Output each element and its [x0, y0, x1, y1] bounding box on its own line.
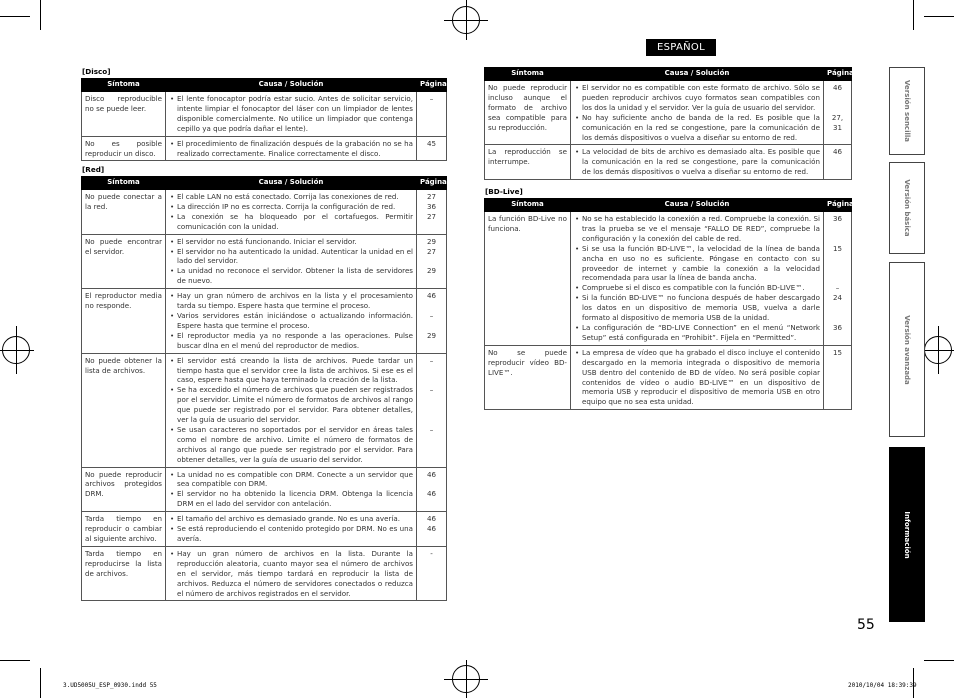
- cause-list: [574, 348, 820, 407]
- page-ref: 15: [832, 347, 843, 357]
- tab-version-avanzada[interactable]: Versión avanzada: [889, 262, 925, 437]
- tab-version-basica[interactable]: Versión básica: [889, 162, 925, 254]
- header-cause: Causa / Solución: [571, 68, 824, 81]
- header-cause: Causa / Solución: [571, 199, 824, 212]
- page-ref: 27, 31: [831, 112, 844, 132]
- symptom-cell: Tarda tiempo en reproducir o cambiar al siguiente archivo.: [82, 512, 166, 547]
- table-row: [82, 234, 447, 289]
- header-symptom: Síntoma: [485, 199, 571, 212]
- symptom-cell: No puede reproducir incluso aunque el formato de archivo sea compatible para su reproducción.: [485, 81, 571, 145]
- table-row: [82, 136, 447, 161]
- cause-item: • El cable LAN no está conectado. Corrija las conexiones de red.: [177, 192, 413, 202]
- cause-list: [169, 94, 413, 134]
- page-cell: [417, 512, 447, 547]
- page-ref: -: [430, 548, 433, 558]
- page-cell: [824, 81, 852, 145]
- page-ref: 46: [426, 469, 437, 479]
- page-ref: 29: [426, 266, 437, 276]
- cause-cell: [166, 190, 417, 235]
- footer-file: 3.UD5005U_ESP_0930.indd 55: [63, 682, 157, 689]
- cause-item: • Se está reproduciendo el contenido protegido por DRM. No es una avería.: [177, 524, 413, 544]
- page-ref: 36: [832, 322, 843, 332]
- cause-item: • Compruebe si el disco es compatible con la función BD-LIVE™.: [582, 283, 820, 293]
- cause-list: [574, 147, 820, 177]
- page-ref: 15: [832, 243, 843, 253]
- cause-cell: [166, 467, 417, 512]
- red-continued-table: [484, 67, 852, 180]
- symptom-cell: No se puede reproducir vídeo BD-LIVE™.: [485, 345, 571, 409]
- cause-item: • La unidad no reconoce el servidor. Obtener la lista de servidores de nuevo.: [177, 266, 413, 286]
- table-row: [82, 190, 447, 235]
- header-page: Página: [417, 79, 447, 92]
- cause-list: [169, 470, 413, 510]
- page-ref: –: [429, 94, 434, 103]
- table-row: [82, 353, 447, 467]
- page-ref: 27: [426, 192, 437, 201]
- page-ref: 46: [832, 83, 843, 92]
- cause-list: [574, 214, 820, 343]
- disco-table: [81, 78, 447, 161]
- cause-cell: [571, 81, 824, 145]
- cause-item: • Se usan caracteres no soportados por el servidor en áreas tales como el nombre de archivo. Limite el número de formatos de archivos al rango que puede ser registrado por el servidor. Para obtener detalles, ver la guía de usuario del servidor.: [177, 425, 413, 465]
- symptom-cell: La función BD-Live no funciona.: [485, 212, 571, 346]
- page-cell: [824, 345, 852, 409]
- cause-item: • El servidor está creando la lista de archivos. Puede tardar un tiempo hasta que el servidor cree la lista de archivos. Si ese es el caso, espere hasta que haya terminado la creación de la lista.: [177, 356, 413, 386]
- page-cell: [417, 92, 447, 137]
- symptom-cell: Tarda tiempo en reproducirse la lista de archivos.: [82, 546, 166, 601]
- cause-list: [169, 139, 413, 159]
- cause-list: [169, 549, 413, 599]
- table-row: [485, 345, 852, 409]
- page-ref: 45: [426, 138, 437, 148]
- header-symptom: Síntoma: [82, 177, 166, 190]
- cause-item: • La empresa de vídeo que ha grabado el disco incluye el contenido descargado en la memoria integrada o dispositivo de memoria USB dentro del contenido de BD de vídeo. No será posible copiar contenidos de vídeo o audio BD-LIVE™ en un dispositivo de memoria USB y reproducir el dispositivo de memoria USB en otro equipo que no sea esta unidad.: [582, 348, 820, 407]
- cause-item: • Si se usa la función BD-LIVE™, la velocidad de la línea de banda ancha en uso no es suficiente. Póngase en contacto con su proveedor de internet y cambie la conexión a la velocidad recomendada para usar la línea de banda ancha.: [582, 244, 820, 284]
- cause-list: [169, 356, 413, 465]
- bdlive-table: [484, 198, 852, 410]
- cause-list: [169, 237, 413, 287]
- cause-item: • La configuración de “BD-LIVE Connection” en el menú “Network Setup” está configurada en “Prohibit”. Fíjela en “Permitted”.: [582, 323, 820, 343]
- cause-cell: [571, 145, 824, 180]
- cause-item: • El servidor no es compatible con este formato de archivo. Sólo se pueden reproducir archivos cuyo formatos sean compatibles con los dos la unidad y el servidor. Ver la guía de usuario del servidor.: [582, 83, 820, 113]
- page-ref: 46: [832, 147, 843, 157]
- page-ref: 36: [426, 201, 437, 211]
- cause-list: [169, 291, 413, 350]
- table-row: [82, 546, 447, 601]
- cause-item: • El reproductor media ya no responde a las operaciones. Pulse buscar dlna en el menú del reproductor de medios.: [177, 331, 413, 351]
- symptom-cell: No puede reproducir archivos protegidos DRM.: [82, 467, 166, 512]
- cause-item: • La unidad no es compatible con DRM. Conecte a un servidor que sea compatible con DRM.: [177, 470, 413, 490]
- cause-item: • La dirección IP no es correcta. Corrija la configuración de red.: [177, 202, 413, 212]
- table-row: [82, 512, 447, 547]
- page-cell: [417, 546, 447, 601]
- cause-cell: [571, 212, 824, 346]
- table-row: [82, 289, 447, 353]
- symptom-cell: El reproductor media no responde.: [82, 289, 166, 353]
- header-page: Página: [824, 68, 852, 81]
- page-ref: 24: [832, 293, 843, 303]
- cause-item: • La conexión se ha bloqueado por el cortafuegos. Permitir comunicación con la unidad.: [177, 212, 413, 232]
- cause-cell: [571, 345, 824, 409]
- page-ref: –: [429, 310, 434, 320]
- cause-cell: [166, 353, 417, 467]
- cause-list: [169, 192, 413, 232]
- symptom-cell: No puede obtener la lista de archivos.: [82, 353, 166, 467]
- page-cell: [824, 145, 852, 180]
- symptom-cell: No es posible reproducir un disco.: [82, 136, 166, 161]
- page-ref: 46: [426, 291, 437, 301]
- cause-cell: [166, 92, 417, 137]
- page-number: 55: [857, 617, 875, 633]
- page-ref: 46: [426, 489, 437, 499]
- page-cell: [417, 234, 447, 289]
- cause-item: • El servidor no está funcionando. Iniciar el servidor.: [177, 237, 413, 247]
- language-tab: ESPAÑOL: [646, 39, 716, 56]
- cause-item: • Si la función BD-LIVE™ no funciona después de haber descargado los datos en un dispositivo de memoria USB, vuelva a darle formato al dispositivo de memoria USB de la unidad.: [582, 293, 820, 323]
- header-page: Página: [417, 177, 447, 190]
- header-page: Página: [824, 199, 852, 212]
- cause-item: • El servidor no ha obtenido la licencia DRM. Obtenga la licencia DRM en el lado del servidor con antelación.: [177, 489, 413, 509]
- cause-item: • No se ha establecido la conexión a red. Compruebe la conexión. Si tras la prueba se ve el mensaje “FALLO DE RED”, compruebe la configuración y la conexión del cable de red.: [582, 214, 820, 244]
- page-cell: [417, 289, 447, 353]
- page-cell: [417, 467, 447, 512]
- page-ref: –: [429, 385, 434, 395]
- cause-item: • El procedimiento de finalización después de la grabación no se ha realizado correctamente. Finalice correctamente el disco.: [177, 139, 413, 159]
- symptom-cell: La reproducción se interrumpe.: [485, 145, 571, 180]
- cause-cell: [166, 546, 417, 601]
- cause-item: • El servidor no ha autenticado la unidad. Autenticar la unidad en el lado del servidor.: [177, 247, 413, 267]
- cause-item: • La velocidad de bits de archivo es demasiado alta. Es posible que la comunicación en la red se congestione, pare la comunicación de los demás dispositivos o vuelva a diseñar su entorno de red.: [582, 147, 820, 177]
- cause-item: • Hay un gran número de archivos en la lista y el procesamiento tarda su tiempo. Espere hasta que termine el proceso.: [177, 291, 413, 311]
- cause-cell: [166, 289, 417, 353]
- tab-informacion[interactable]: Información: [889, 447, 925, 622]
- table-row: [82, 92, 447, 137]
- page-ref: –: [429, 424, 434, 434]
- table-row: [82, 467, 447, 512]
- red-table: [81, 176, 447, 601]
- cause-list: [169, 514, 413, 544]
- header-cause: Causa / Solución: [166, 177, 417, 190]
- cause-item: • No hay suficiente ancho de banda de la red. Es posible que la comunicación en la red se congestione, pare la comunicación de los demás dispositivos o vuelva a diseñar su entorno de red.: [582, 113, 820, 143]
- cause-item: • Se ha excedido el número de archivos que pueden ser registrados por el servidor. Limite el número de formatos de archivos al rango que puede ser registrado por el servidor. Para obtener detalles, ver la guía de usuario del servidor.: [177, 385, 413, 425]
- cause-item: • Hay un gran número de archivos en la lista. Durante la reproducción aleatoria, cuanto mayor sea el número de archivos en el servidor, más tiempo tardará en reproducir la lista de archivos. Reduzca el número de servidores conectados o reduzca el número de archivos registrados en el servidor.: [177, 549, 413, 599]
- cause-item: • El lente fonocaptor podría estar sucio. Antes de solicitar servicio, intente limpiar el fonocaptor del láser con un limpiador de lentes disponible comercialmente. No utilice un limpiador que contenga cepillo ya que podría dañar el lente).: [177, 94, 413, 134]
- section-title-bdlive: [BD-Live]: [485, 187, 523, 196]
- page-cell: [824, 212, 852, 346]
- page-ref: 27: [426, 246, 437, 256]
- symptom-cell: No puede encontrar el servidor.: [82, 234, 166, 289]
- page-cell: [417, 353, 447, 467]
- symptom-cell: Disco reproducible no se puede leer.: [82, 92, 166, 137]
- page-ref: –: [835, 283, 840, 293]
- cause-item: • Varios servidores están iniciándose o actualizando información. Espere hasta que termine el proceso.: [177, 311, 413, 331]
- header-cause: Causa / Solución: [166, 79, 417, 92]
- page-ref: –: [429, 355, 434, 365]
- page-ref: 36: [832, 214, 843, 223]
- tab-version-sencilla[interactable]: Versión sencilla: [889, 67, 925, 155]
- section-title-red: [Red]: [82, 165, 105, 174]
- page-cell: [417, 190, 447, 235]
- page-ref: 27: [426, 211, 437, 221]
- header-symptom: Síntoma: [82, 79, 166, 92]
- table-row: [485, 145, 852, 180]
- cause-list: [574, 83, 820, 142]
- footer-timestamp: 2010/10/04 18:39:39: [848, 682, 917, 689]
- symptom-cell: No puede conectar a la red.: [82, 190, 166, 235]
- page-ref: 29: [426, 330, 437, 340]
- table-row: [485, 212, 852, 346]
- page-ref: 46: [426, 524, 437, 534]
- page-cell: [417, 136, 447, 161]
- cause-item: • El tamaño del archivo es demasiado grande. No es una avería.: [177, 514, 413, 524]
- page-ref: 29: [426, 236, 437, 246]
- cause-cell: [166, 512, 417, 547]
- cause-cell: [166, 234, 417, 289]
- page-ref: 46: [426, 514, 437, 524]
- header-symptom: Síntoma: [485, 68, 571, 81]
- table-row: [485, 81, 852, 145]
- cause-cell: [166, 136, 417, 161]
- section-title-disco: [Disco]: [82, 67, 111, 76]
